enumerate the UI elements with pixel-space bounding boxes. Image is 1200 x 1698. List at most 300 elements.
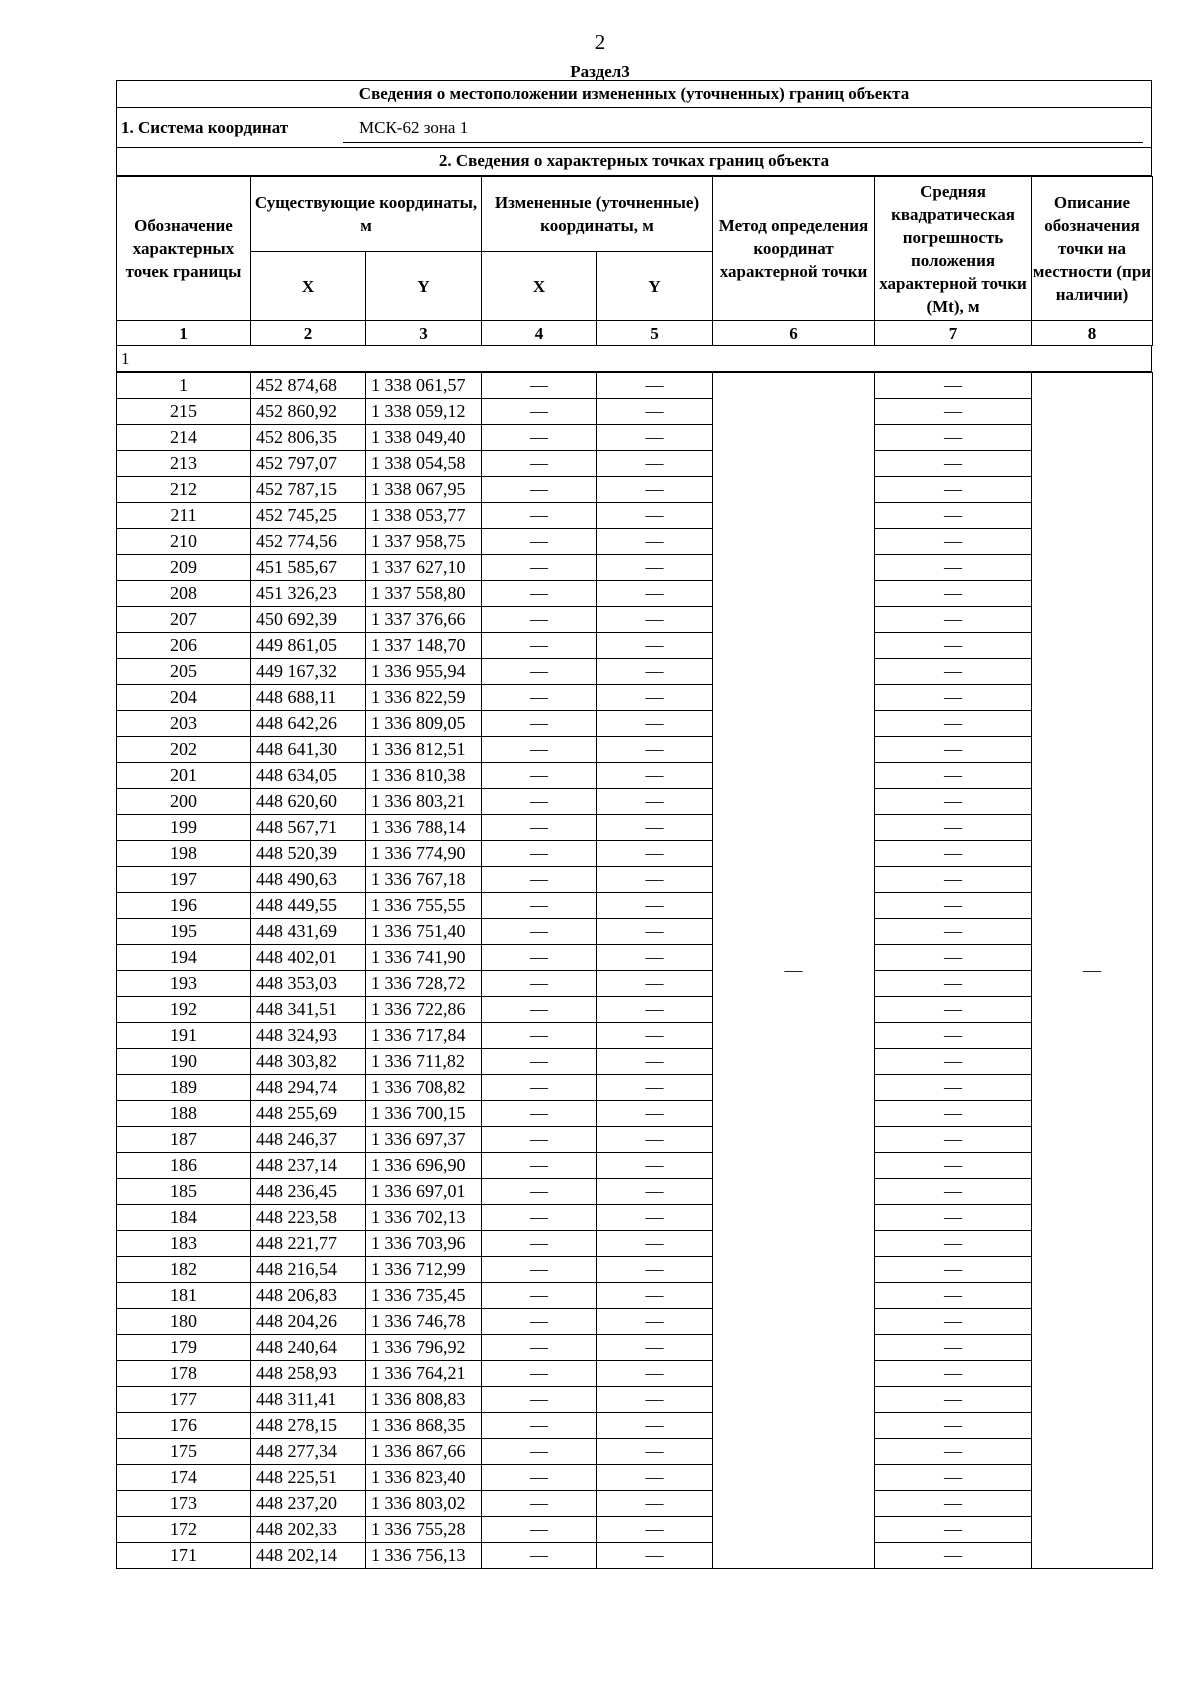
changed-y-cell: —	[597, 1231, 713, 1257]
point-number-cell: 189	[117, 1075, 251, 1101]
point-number-cell: 184	[117, 1205, 251, 1231]
existing-y-cell: 1 336 728,72	[366, 971, 482, 997]
table-row	[117, 763, 1153, 789]
changed-y-cell: —	[597, 737, 713, 763]
existing-y-cell: 1 336 697,37	[366, 1127, 482, 1153]
point-number-cell: 199	[117, 815, 251, 841]
point-number-cell: 206	[117, 633, 251, 659]
point-number-cell: 186	[117, 1153, 251, 1179]
existing-x-cell: 448 240,64	[251, 1335, 366, 1361]
changed-x-cell: —	[482, 1075, 597, 1101]
point-number-cell: 203	[117, 711, 251, 737]
existing-y-cell: 1 336 700,15	[366, 1101, 482, 1127]
document-title: Сведения о местоположении измененных (уточненных) границ объекта	[116, 80, 1152, 108]
error-cell: —	[875, 997, 1032, 1023]
point-number-cell: 210	[117, 529, 251, 555]
error-cell: —	[875, 529, 1032, 555]
existing-x-cell: 452 774,56	[251, 529, 366, 555]
error-cell: —	[875, 1361, 1032, 1387]
error-cell: —	[875, 867, 1032, 893]
header-point-designation: Обозначение характерных точек границы	[117, 177, 251, 321]
error-cell: —	[875, 1517, 1032, 1543]
existing-x-cell: 448 221,77	[251, 1231, 366, 1257]
changed-x-cell: —	[482, 581, 597, 607]
column-number: 8	[1032, 321, 1153, 346]
table-row	[117, 867, 1153, 893]
point-number-cell: 185	[117, 1179, 251, 1205]
changed-x-cell: —	[482, 867, 597, 893]
changed-y-cell: —	[597, 555, 713, 581]
point-number-cell: 208	[117, 581, 251, 607]
table-row	[117, 997, 1153, 1023]
table-row	[117, 1361, 1153, 1387]
changed-y-cell: —	[597, 763, 713, 789]
table-row	[117, 1023, 1153, 1049]
changed-y-cell: —	[597, 451, 713, 477]
existing-y-cell: 1 336 767,18	[366, 867, 482, 893]
point-number-cell: 178	[117, 1361, 251, 1387]
point-number-cell: 211	[117, 503, 251, 529]
point-number-cell: 214	[117, 425, 251, 451]
table-row	[117, 607, 1153, 633]
existing-y-cell: 1 338 049,40	[366, 425, 482, 451]
changed-x-cell: —	[482, 451, 597, 477]
table-row	[117, 1465, 1153, 1491]
existing-y-cell: 1 337 148,70	[366, 633, 482, 659]
error-cell: —	[875, 659, 1032, 685]
point-number-cell: 200	[117, 789, 251, 815]
column-number: 6	[713, 321, 875, 346]
changed-x-cell: —	[482, 1179, 597, 1205]
table-row	[117, 425, 1153, 451]
changed-y-cell: —	[597, 1491, 713, 1517]
existing-y-cell: 1 336 735,45	[366, 1283, 482, 1309]
error-cell: —	[875, 1335, 1032, 1361]
changed-y-cell: —	[597, 1439, 713, 1465]
changed-x-cell: —	[482, 399, 597, 425]
changed-x-cell: —	[482, 919, 597, 945]
existing-y-cell: 1 336 702,13	[366, 1205, 482, 1231]
table-row	[117, 1049, 1153, 1075]
point-number-cell: 183	[117, 1231, 251, 1257]
existing-y-cell: 1 337 958,75	[366, 529, 482, 555]
point-number-cell: 1	[117, 373, 251, 399]
changed-x-cell: —	[482, 1543, 597, 1569]
existing-x-cell: 448 324,93	[251, 1023, 366, 1049]
changed-y-cell: —	[597, 1413, 713, 1439]
existing-x-cell: 448 206,83	[251, 1283, 366, 1309]
changed-x-cell: —	[482, 841, 597, 867]
error-cell: —	[875, 1439, 1032, 1465]
existing-x-cell: 449 861,05	[251, 633, 366, 659]
existing-y-cell: 1 336 955,94	[366, 659, 482, 685]
changed-y-cell: —	[597, 607, 713, 633]
existing-y-cell: 1 336 823,40	[366, 1465, 482, 1491]
changed-y-cell: —	[597, 997, 713, 1023]
point-number-cell: 188	[117, 1101, 251, 1127]
table-row	[117, 893, 1153, 919]
point-number-cell: 187	[117, 1127, 251, 1153]
point-number-cell: 197	[117, 867, 251, 893]
point-number-cell: 191	[117, 1023, 251, 1049]
point-number-cell: 173	[117, 1491, 251, 1517]
changed-y-cell: —	[597, 789, 713, 815]
point-number-cell: 193	[117, 971, 251, 997]
existing-x-cell: 452 745,25	[251, 503, 366, 529]
existing-x-cell: 449 167,32	[251, 659, 366, 685]
changed-y-cell: —	[597, 815, 713, 841]
changed-x-cell: —	[482, 971, 597, 997]
point-number-cell: 192	[117, 997, 251, 1023]
header-description: Описание обозначения точки на местности (при наличии)	[1032, 177, 1153, 321]
existing-x-cell: 448 449,55	[251, 893, 366, 919]
existing-y-cell: 1 336 764,21	[366, 1361, 482, 1387]
changed-y-cell: —	[597, 867, 713, 893]
error-cell: —	[875, 1309, 1032, 1335]
existing-y-cell: 1 338 054,58	[366, 451, 482, 477]
changed-y-cell: —	[597, 399, 713, 425]
changed-y-cell: —	[597, 373, 713, 399]
changed-x-cell: —	[482, 1153, 597, 1179]
table-row	[117, 1517, 1153, 1543]
table-row	[117, 1335, 1153, 1361]
existing-y-cell: 1 336 808,83	[366, 1387, 482, 1413]
changed-x-cell: —	[482, 607, 597, 633]
header-changed-coordinates: Измененные (уточненные) координаты, м	[482, 177, 713, 252]
existing-y-cell: 1 336 708,82	[366, 1075, 482, 1101]
error-cell: —	[875, 1387, 1032, 1413]
error-cell: —	[875, 1153, 1032, 1179]
existing-x-cell: 448 520,39	[251, 841, 366, 867]
point-number-cell: 182	[117, 1257, 251, 1283]
existing-x-cell: 452 797,07	[251, 451, 366, 477]
error-cell: —	[875, 815, 1032, 841]
existing-y-cell: 1 337 627,10	[366, 555, 482, 581]
existing-x-cell: 448 641,30	[251, 737, 366, 763]
table-row	[117, 1387, 1153, 1413]
changed-x-cell: —	[482, 1491, 597, 1517]
changed-x-cell: —	[482, 503, 597, 529]
existing-x-cell: 448 255,69	[251, 1101, 366, 1127]
changed-x-cell: —	[482, 997, 597, 1023]
changed-y-cell: —	[597, 1283, 713, 1309]
error-cell: —	[875, 1491, 1032, 1517]
error-cell: —	[875, 789, 1032, 815]
changed-y-cell: —	[597, 893, 713, 919]
page-number: 2	[594, 30, 606, 54]
changed-x-cell: —	[482, 789, 597, 815]
existing-x-cell: 450 692,39	[251, 607, 366, 633]
existing-y-cell: 1 336 751,40	[366, 919, 482, 945]
changed-y-cell: —	[597, 1023, 713, 1049]
existing-y-cell: 1 338 061,57	[366, 373, 482, 399]
error-cell: —	[875, 1231, 1032, 1257]
table-row	[117, 373, 1153, 399]
changed-x-cell: —	[482, 1361, 597, 1387]
changed-y-cell: —	[597, 1153, 713, 1179]
table-row	[117, 451, 1153, 477]
error-cell: —	[875, 841, 1032, 867]
changed-y-cell: —	[597, 1049, 713, 1075]
error-cell: —	[875, 711, 1032, 737]
point-number-cell: 190	[117, 1049, 251, 1075]
existing-x-cell: 448 402,01	[251, 945, 366, 971]
existing-x-cell: 448 278,15	[251, 1413, 366, 1439]
table-row	[117, 1309, 1153, 1335]
changed-x-cell: —	[482, 1127, 597, 1153]
error-cell: —	[875, 399, 1032, 425]
header-existing-y: Y	[366, 252, 482, 321]
changed-y-cell: —	[597, 1101, 713, 1127]
existing-y-cell: 1 336 703,96	[366, 1231, 482, 1257]
contour-group-label: 1	[116, 346, 1152, 372]
point-number-cell: 179	[117, 1335, 251, 1361]
existing-y-cell: 1 336 711,82	[366, 1049, 482, 1075]
point-number-cell: 194	[117, 945, 251, 971]
existing-x-cell: 448 567,71	[251, 815, 366, 841]
existing-y-cell: 1 336 756,13	[366, 1543, 482, 1569]
column-number: 1	[117, 321, 251, 346]
points-table-header	[116, 176, 1153, 346]
existing-x-cell: 448 634,05	[251, 763, 366, 789]
table-row	[117, 399, 1153, 425]
changed-x-cell: —	[482, 1413, 597, 1439]
table-row	[117, 529, 1153, 555]
changed-y-cell: —	[597, 1179, 713, 1205]
error-cell: —	[875, 373, 1032, 399]
changed-x-cell: —	[482, 1049, 597, 1075]
changed-x-cell: —	[482, 373, 597, 399]
point-number-cell: 215	[117, 399, 251, 425]
changed-x-cell: —	[482, 737, 597, 763]
coordinate-system-row	[116, 108, 1152, 148]
point-number-cell: 196	[117, 893, 251, 919]
point-number-cell: 177	[117, 1387, 251, 1413]
existing-y-cell: 1 336 788,14	[366, 815, 482, 841]
changed-y-cell: —	[597, 1257, 713, 1283]
changed-x-cell: —	[482, 945, 597, 971]
existing-x-cell: 452 874,68	[251, 373, 366, 399]
point-number-cell: 201	[117, 763, 251, 789]
existing-y-cell: 1 336 697,01	[366, 1179, 482, 1205]
existing-y-cell: 1 338 053,77	[366, 503, 482, 529]
column-number: 4	[482, 321, 597, 346]
coordinate-system-label: 1. Система координат	[121, 118, 289, 137]
point-number-cell: 204	[117, 685, 251, 711]
point-number-cell: 209	[117, 555, 251, 581]
changed-y-cell: —	[597, 1127, 713, 1153]
changed-x-cell: —	[482, 1465, 597, 1491]
changed-y-cell: —	[597, 685, 713, 711]
error-cell: —	[875, 1049, 1032, 1075]
table-row	[117, 1205, 1153, 1231]
error-cell: —	[875, 763, 1032, 789]
existing-x-cell: 448 258,93	[251, 1361, 366, 1387]
error-cell: —	[875, 1075, 1032, 1101]
changed-y-cell: —	[597, 841, 713, 867]
changed-x-cell: —	[482, 1517, 597, 1543]
table-row	[117, 477, 1153, 503]
table-row	[117, 1127, 1153, 1153]
changed-x-cell: —	[482, 815, 597, 841]
changed-y-cell: —	[597, 425, 713, 451]
changed-y-cell: —	[597, 945, 713, 971]
column-number: 2	[251, 321, 366, 346]
table-row	[117, 971, 1153, 997]
table-row	[117, 1491, 1153, 1517]
table-row	[117, 1413, 1153, 1439]
changed-x-cell: —	[482, 1231, 597, 1257]
changed-y-cell: —	[597, 581, 713, 607]
table-row	[117, 737, 1153, 763]
changed-y-cell: —	[597, 1309, 713, 1335]
existing-x-cell: 452 860,92	[251, 399, 366, 425]
existing-x-cell: 451 326,23	[251, 581, 366, 607]
error-cell: —	[875, 685, 1032, 711]
changed-y-cell: —	[597, 1517, 713, 1543]
table-row	[117, 919, 1153, 945]
changed-x-cell: —	[482, 893, 597, 919]
existing-y-cell: 1 336 722,86	[366, 997, 482, 1023]
existing-x-cell: 448 225,51	[251, 1465, 366, 1491]
error-cell: —	[875, 503, 1032, 529]
points-section-title: 2. Сведения о характерных точках границ объекта	[116, 148, 1152, 176]
existing-y-cell: 1 338 067,95	[366, 477, 482, 503]
table-row	[117, 1101, 1153, 1127]
point-number-cell: 171	[117, 1543, 251, 1569]
existing-y-cell: 1 336 803,21	[366, 789, 482, 815]
changed-x-cell: —	[482, 711, 597, 737]
changed-y-cell: —	[597, 1543, 713, 1569]
changed-x-cell: —	[482, 633, 597, 659]
error-cell: —	[875, 1023, 1032, 1049]
point-number-cell: 176	[117, 1413, 251, 1439]
existing-y-cell: 1 336 741,90	[366, 945, 482, 971]
existing-x-cell: 448 223,58	[251, 1205, 366, 1231]
existing-x-cell: 448 202,33	[251, 1517, 366, 1543]
header-changed-y: Y	[597, 252, 713, 321]
existing-y-cell: 1 336 868,35	[366, 1413, 482, 1439]
error-cell: —	[875, 477, 1032, 503]
existing-y-cell: 1 336 803,02	[366, 1491, 482, 1517]
points-table-body	[116, 372, 1153, 1569]
existing-x-cell: 452 787,15	[251, 477, 366, 503]
error-cell: —	[875, 1205, 1032, 1231]
changed-y-cell: —	[597, 1387, 713, 1413]
table-row	[117, 685, 1153, 711]
existing-y-cell: 1 336 774,90	[366, 841, 482, 867]
table-row	[117, 1153, 1153, 1179]
existing-x-cell: 448 236,45	[251, 1179, 366, 1205]
existing-x-cell: 448 688,11	[251, 685, 366, 711]
existing-y-cell: 1 338 059,12	[366, 399, 482, 425]
table-row	[117, 1257, 1153, 1283]
existing-y-cell: 1 336 755,28	[366, 1517, 482, 1543]
existing-y-cell: 1 337 376,66	[366, 607, 482, 633]
description-cell: —	[1032, 373, 1153, 1569]
changed-x-cell: —	[482, 1387, 597, 1413]
error-cell: —	[875, 1101, 1032, 1127]
changed-y-cell: —	[597, 503, 713, 529]
point-number-cell: 198	[117, 841, 251, 867]
existing-x-cell: 448 353,03	[251, 971, 366, 997]
changed-x-cell: —	[482, 477, 597, 503]
existing-x-cell: 448 237,20	[251, 1491, 366, 1517]
changed-y-cell: —	[597, 1335, 713, 1361]
table-row	[117, 789, 1153, 815]
table-row	[117, 503, 1153, 529]
point-number-cell: 202	[117, 737, 251, 763]
section-title: Раздел3	[570, 62, 630, 81]
point-number-cell: 181	[117, 1283, 251, 1309]
existing-x-cell: 448 294,74	[251, 1075, 366, 1101]
changed-x-cell: —	[482, 1101, 597, 1127]
existing-y-cell: 1 336 809,05	[366, 711, 482, 737]
error-cell: —	[875, 1543, 1032, 1569]
error-cell: —	[875, 919, 1032, 945]
existing-x-cell: 448 237,14	[251, 1153, 366, 1179]
existing-y-cell: 1 336 796,92	[366, 1335, 482, 1361]
changed-x-cell: —	[482, 659, 597, 685]
changed-y-cell: —	[597, 1465, 713, 1491]
column-number: 5	[597, 321, 713, 346]
changed-x-cell: —	[482, 1335, 597, 1361]
point-number-cell: 212	[117, 477, 251, 503]
existing-x-cell: 448 490,63	[251, 867, 366, 893]
table-row	[117, 815, 1153, 841]
changed-y-cell: —	[597, 1361, 713, 1387]
table-row	[117, 711, 1153, 737]
changed-y-cell: —	[597, 1075, 713, 1101]
changed-x-cell: —	[482, 1205, 597, 1231]
existing-x-cell: 448 204,26	[251, 1309, 366, 1335]
existing-x-cell: 451 585,67	[251, 555, 366, 581]
header-existing-x: X	[251, 252, 366, 321]
table-row	[117, 1075, 1153, 1101]
error-cell: —	[875, 1465, 1032, 1491]
header-existing-coordinates: Существующие координаты, м	[251, 177, 482, 252]
point-number-cell: 180	[117, 1309, 251, 1335]
changed-y-cell: —	[597, 971, 713, 997]
boundary-document	[116, 80, 1152, 1569]
error-cell: —	[875, 1413, 1032, 1439]
point-number-cell: 195	[117, 919, 251, 945]
table-row	[117, 659, 1153, 685]
table-row	[117, 1283, 1153, 1309]
existing-x-cell: 448 311,41	[251, 1387, 366, 1413]
existing-x-cell: 452 806,35	[251, 425, 366, 451]
error-cell: —	[875, 451, 1032, 477]
point-number-cell: 174	[117, 1465, 251, 1491]
error-cell: —	[875, 971, 1032, 997]
table-row	[117, 581, 1153, 607]
changed-y-cell: —	[597, 633, 713, 659]
existing-y-cell: 1 336 755,55	[366, 893, 482, 919]
error-cell: —	[875, 425, 1032, 451]
changed-y-cell: —	[597, 919, 713, 945]
changed-x-cell: —	[482, 1309, 597, 1335]
table-row	[117, 555, 1153, 581]
error-cell: —	[875, 893, 1032, 919]
changed-x-cell: —	[482, 1257, 597, 1283]
existing-y-cell: 1 336 812,51	[366, 737, 482, 763]
point-number-cell: 175	[117, 1439, 251, 1465]
table-row	[117, 1543, 1153, 1569]
existing-y-cell: 1 336 712,99	[366, 1257, 482, 1283]
existing-y-cell: 1 336 746,78	[366, 1309, 482, 1335]
points-rows	[117, 373, 1153, 1569]
changed-x-cell: —	[482, 1283, 597, 1309]
